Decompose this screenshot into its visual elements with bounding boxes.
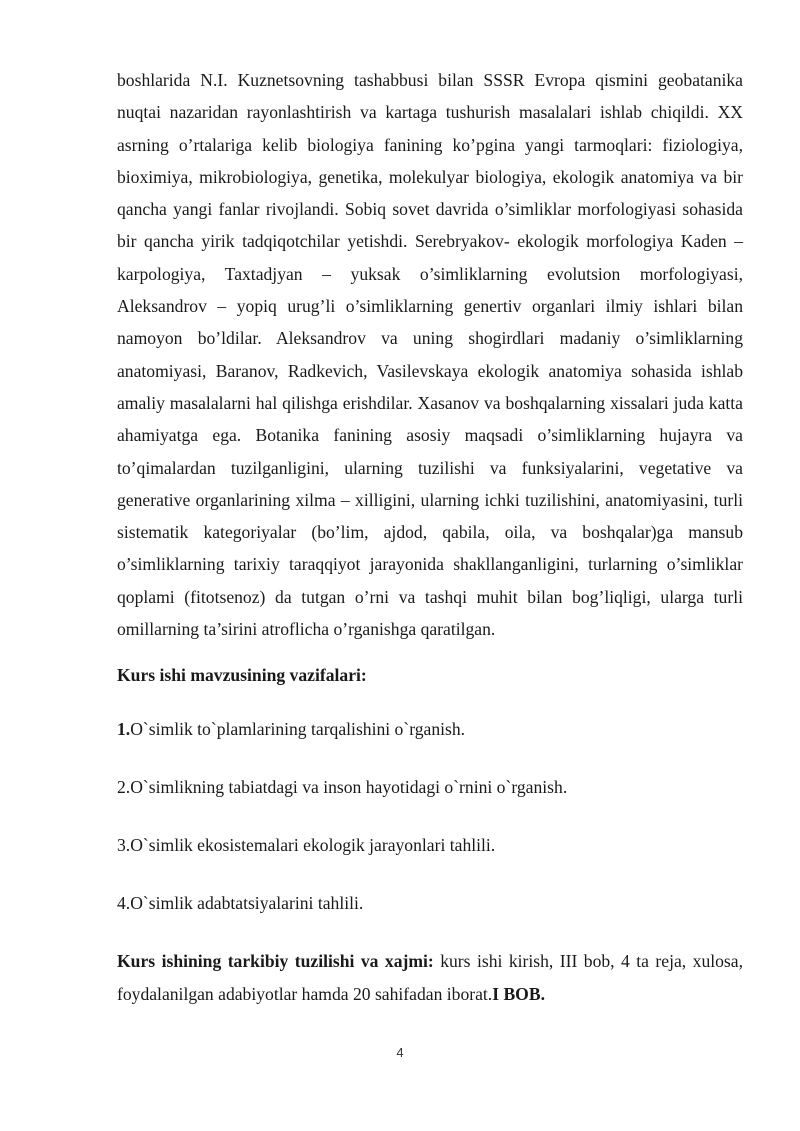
page-number: 4 [396,1045,404,1060]
task-item-4 [117,887,743,919]
tasks-heading: Kurs ishi mavzusining vazifalari: [117,665,367,686]
structure-paragraph [117,945,743,1010]
task-item-3 [117,829,743,861]
task-number: 1. [117,719,131,740]
document-page [117,64,743,1010]
chapter-marker: I BOB. [492,983,546,1004]
body-paragraph: boshlarida N.I. Kuznetsovning tashabbusi bilan SSSR Evropa qismini geobatanika nuqtai nazaridan rayonlashtirish va kartaga tushurish masalalari ishlab chiqildi. XX asrning o’rtalariga kelib biologiya fanining ko’pgina yangi tarmoqlari: fiziologiya, bioximiya, mikrobiologiya, genetika, molekulyar biologiya, ekologik anatomiya va bir qancha yangi fanlar rivojlandi. Sobiq sovet davrida o’simliklar morfologiyasi sohasida bir qancha yirik tadqiqotchilar yetishdi. Serebryakov- ekologik morfologiya Kaden – karpologiya, Taxtadjyan – yuksak o’simliklarning evolutsion morfologiyasi, Aleksandrov – yopiq urug’li o’simliklarning genertiv organlari ilmiy ishlari bilan namoyon bo’ldilar. Aleksandrov va uning shogirdlari madaniy o’simliklarning anatomiyasi, Baranov, Radkevich, Vasilevskaya ekologik anatomiya sohasida ishlab amaliy masalalarni hal qilishga erishdilar. Xasanov va boshqalarning xissalari juda katta ahamiyatga ega. Botanika fanining asosiy maqsadi o’simliklarning hujayra va to’qimalardan tuzilganligini, ularning tuzilishi va funksiyalarini, vegetative va generative organlarining xilma – xilligini, ularning ichki tuzilishini, anatomiyasini, turli sistematik kategoriyalar (bo’lim, ajdod, qabila, oila, va boshqalar)ga mansub o’simliklarning tarixiy taraqqiyot jarayonida shakllanganligini, turlarning o’simliklar qoplami (fitotsenoz) da tutgan o’rni va tashqi muhit bilan bog’liqligi, ularga turli omillarning ta’sirini atroflicha o’rganishga qaratilgan. [117,70,743,640]
task-item-1 [117,713,743,745]
structure-text: kurs ishi kirish, III bob, 4 ta reja, xulosa, foydalanilgan adabiyotlar hamda 20 sahifadan iborat. [117,951,743,1004]
task-number: 4. [117,893,131,914]
task-text: O`simlik adabtatsiyalarini tahlili. [130,893,364,914]
task-number: 2. [117,777,131,798]
task-text: O`simlik to`plamlarining tarqalishini o`rganish. [130,719,466,740]
task-text: O`simlikning tabiatdagi va inson hayotidagi o`rnini o`rganish. [130,777,568,798]
task-item-2 [117,771,743,803]
task-number: 3. [117,835,131,856]
structure-label: Kurs ishining tarkibiy tuzilishi va xajmi: [117,951,434,972]
task-text: O`simlik ekosistemalari ekologik jarayonlari tahlili. [130,835,496,856]
